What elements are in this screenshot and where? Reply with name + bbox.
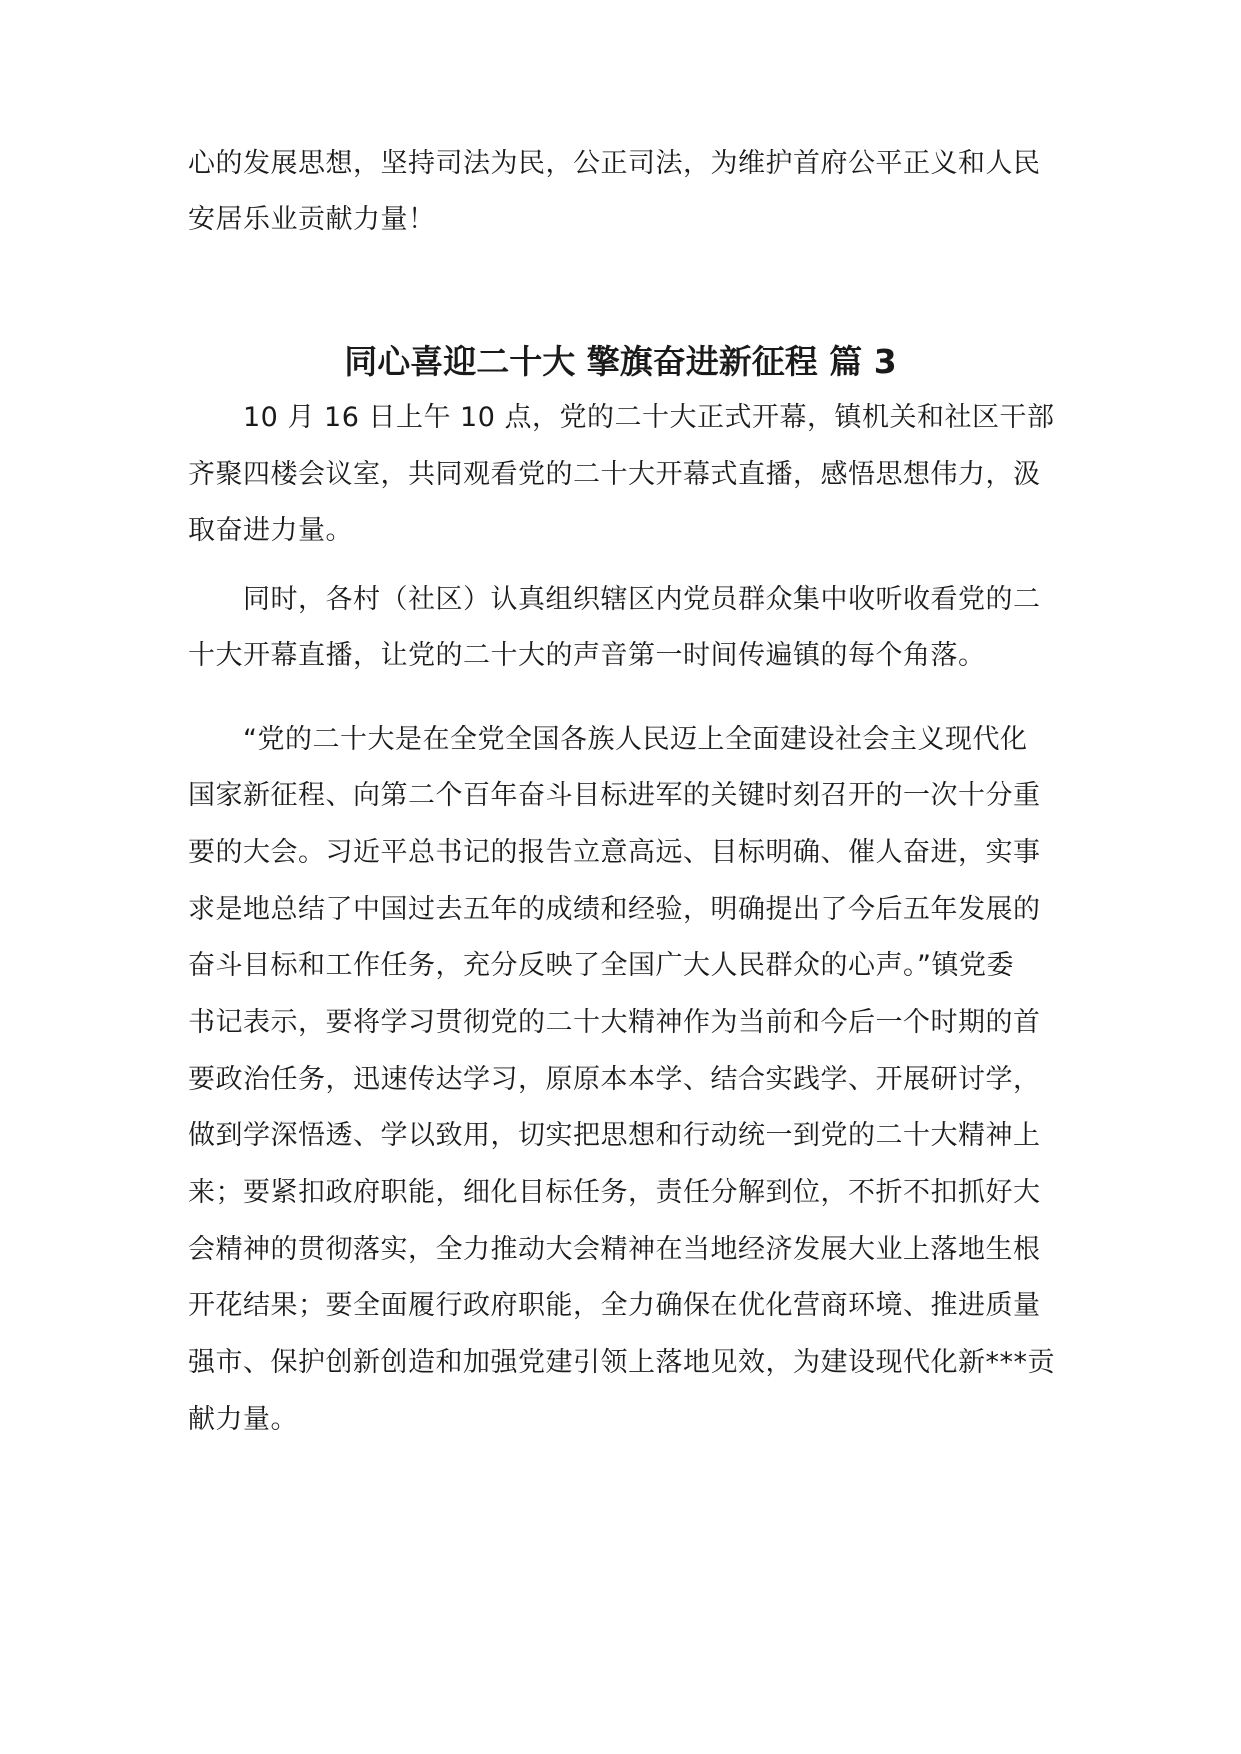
paragraph-1-line: 10 月 16 日上午 10 点，党的二十大正式开幕，镇机关和社区干部 (243, 402, 1055, 433)
paragraph-3-line: “党的二十大是在全党全国各族人民迈上全面建设社会主义现代化 (243, 724, 1028, 755)
paragraph-3-line: 要政治任务，迅速传达学习，原原本本学、结合实践学、开展研讨学， (188, 1064, 1041, 1095)
text-line: 心的发展思想，坚持司法为民，公正司法，为维护首府公平正义和人民 (188, 148, 1041, 179)
paragraph-3-line: 开花结果；要全面履行政府职能，全力确保在优化营商环境、推进质量 (188, 1290, 1041, 1321)
paragraph-3-line: 书记表示，要将学习贯彻党的二十大精神作为当前和今后一个时期的首 (188, 1007, 1041, 1038)
paragraph-3-line: 来；要紧扣政府职能，细化目标任务，责任分解到位，不折不扣抓好大 (188, 1177, 1041, 1208)
paragraph-3-line: 国家新征程、向第二个百年奋斗目标进军的关键时刻召开的一次十分重 (188, 780, 1041, 811)
paragraph-3-line: 奋斗目标和工作任务，充分反映了全国广大人民群众的心声。”镇党委 (188, 950, 1014, 981)
paragraph-1-line: 齐聚四楼会议室，共同观看党的二十大开幕式直播，感悟思想伟力，汲 (188, 459, 1041, 490)
paragraph-3-line: 献力量。 (188, 1404, 298, 1435)
paragraph-2-line: 同时，各村（社区）认真组织辖区内党员群众集中收听收看党的二 (243, 584, 1041, 615)
text-line: 安居乐业贡献力量！ (188, 204, 436, 235)
paragraph-3-line: 会精神的贯彻落实，全力推动大会精神在当地经济发展大业上落地生根 (188, 1234, 1041, 1265)
paragraph-3-line: 要的大会。习近平总书记的报告立意高远、目标明确、催人奋进，实事 (188, 837, 1041, 868)
section-title: 同心喜迎二十大 擎旗奋进新征程 篇 3 (344, 342, 897, 381)
paragraph-3-line: 强市、保护创新创造和加强党建引领上落地见效，为建设现代化新***贡 (188, 1347, 1055, 1378)
paragraph-3-line: 做到学深悟透、学以致用，切实把思想和行动统一到党的二十大精神上 (188, 1120, 1041, 1151)
paragraph-2-line: 十大开幕直播，让党的二十大的声音第一时间传遍镇的每个角落。 (188, 640, 986, 671)
paragraph-1-line: 取奋进力量。 (188, 515, 353, 546)
paragraph-3-line: 求是地总结了中国过去五年的成绩和经验，明确提出了今后五年发展的 (188, 894, 1041, 925)
